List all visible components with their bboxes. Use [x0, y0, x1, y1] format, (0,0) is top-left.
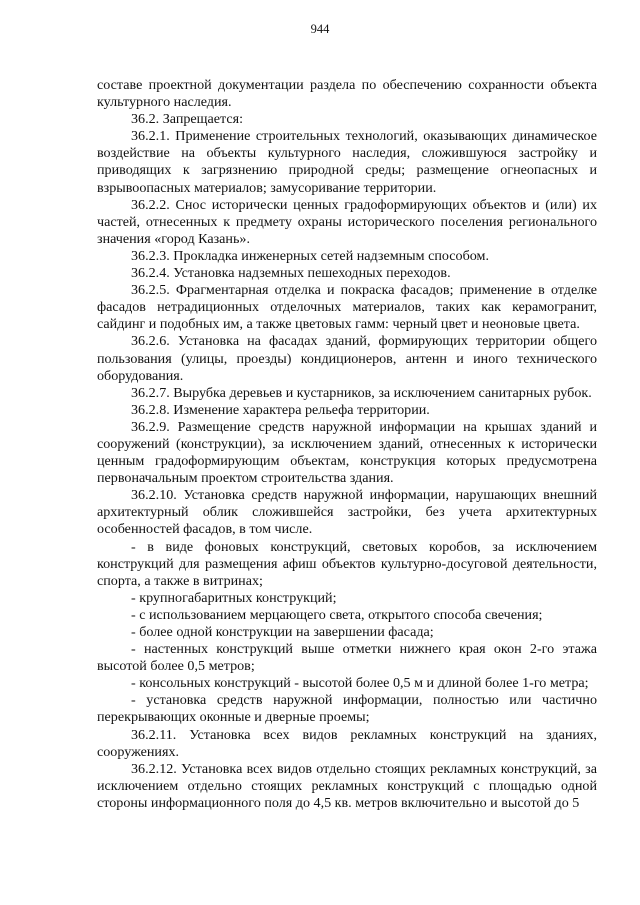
paragraph-36-2-3: 36.2.3. Прокладка инженерных сетей надземным способом. [131, 247, 489, 264]
paragraph-36-2-12: 36.2.12. Установка всех видов отдельно стоящих рекламных конструкций, за исключением отдельно стоящих рекламных конструкций с площадью одной стороны информационного поля до 4,5 кв. метров включительно и высотой до 5 [97, 760, 597, 811]
list-item: - настенных конструкций выше отметки нижнего края окон 2-го этажа высотой более 0,5 метров; [97, 641, 597, 675]
list-item: - установка средств наружной информации, полностью или частично перекрывающих оконные и дверные проемы; [97, 692, 597, 726]
list-item: - в виде фоновых конструкций, световых коробов, за исключением конструкций для размещения афиш объектов культурно-досуговой деятельности, спорта, а также в витринах; [97, 538, 597, 589]
list-item: - более одной конструкции на завершении фасада; [131, 624, 434, 640]
paragraph-36-2-11: 36.2.11. Установка всех видов рекламных конструкций на зданиях, сооружениях. [97, 726, 597, 760]
paragraph-continuation: составе проектной документации раздела по обеспечению сохранности объекта культурного наследия. [97, 77, 597, 111]
paragraph-36-2-10: 36.2.10. Установка средств наружной информации, нарушающих внешний архитектурный облик сложившейся застройки, без учета архитектурных особенностей фасадов, в том числе. [97, 487, 597, 538]
paragraph-36-2-6: 36.2.6. Установка на фасадах зданий, формирующих территории общего пользования (улицы, проезды) кондиционеров, антенн и иного технического оборудования. [97, 333, 597, 384]
page-number: 944 [310, 22, 330, 36]
list-item: - крупногабаритных конструкций; [131, 589, 337, 606]
list-item: - консольных конструкций - высотой более 0,5 м и длиной более 1-го метра; [131, 675, 589, 692]
paragraph-36-2-4: 36.2.4. Установка надземных пешеходных переходов. [131, 265, 451, 282]
paragraph-36-2-5: 36.2.5. Фрагментарная отделка и покраска фасадов; применение в отделке фасадов нетрадиционных отделочных материалов, таких как керамогранит, сайдинг и подобных им, а также цветовых гамм: черный цвет и неоновые цвета. [97, 282, 597, 333]
paragraph-36-2: 36.2. Запрещается: [131, 111, 244, 128]
paragraph-36-2-2: 36.2.2. Снос исторически ценных градоформирующих объектов и (или) их частей, отнесенных к предмету охраны исторического поселения регионального значения «город Казань». [97, 196, 597, 247]
paragraph-36-2-7: 36.2.7. Вырубка деревьев и кустарников, за исключением санитарных рубок. [131, 384, 592, 401]
paragraph-36-2-9: 36.2.9. Размещение средств наружной информации на крышах зданий и сооружений (конструкции), за исключением зданий, отнесенных к исторически ценным градоформирующим объектам, конструкция которых предусмотрена первоначальным проектом строительства здания. [97, 418, 597, 487]
paragraph-36-2-8: 36.2.8. Изменение характера рельефа территории. [131, 401, 430, 418]
list-item: - с использованием мерцающего света, открытого способа свечения; [131, 606, 543, 623]
paragraph-36-2-1: 36.2.1. Применение строительных технологий, оказывающих динамическое воздействие на объекты культурного наследия, сложившуюся застройку и приводящих к загрязнению природной среды; размещение огнеопасных и взрывоопасных материалов; замусоривание территории. [97, 128, 597, 196]
document-body [97, 77, 597, 812]
